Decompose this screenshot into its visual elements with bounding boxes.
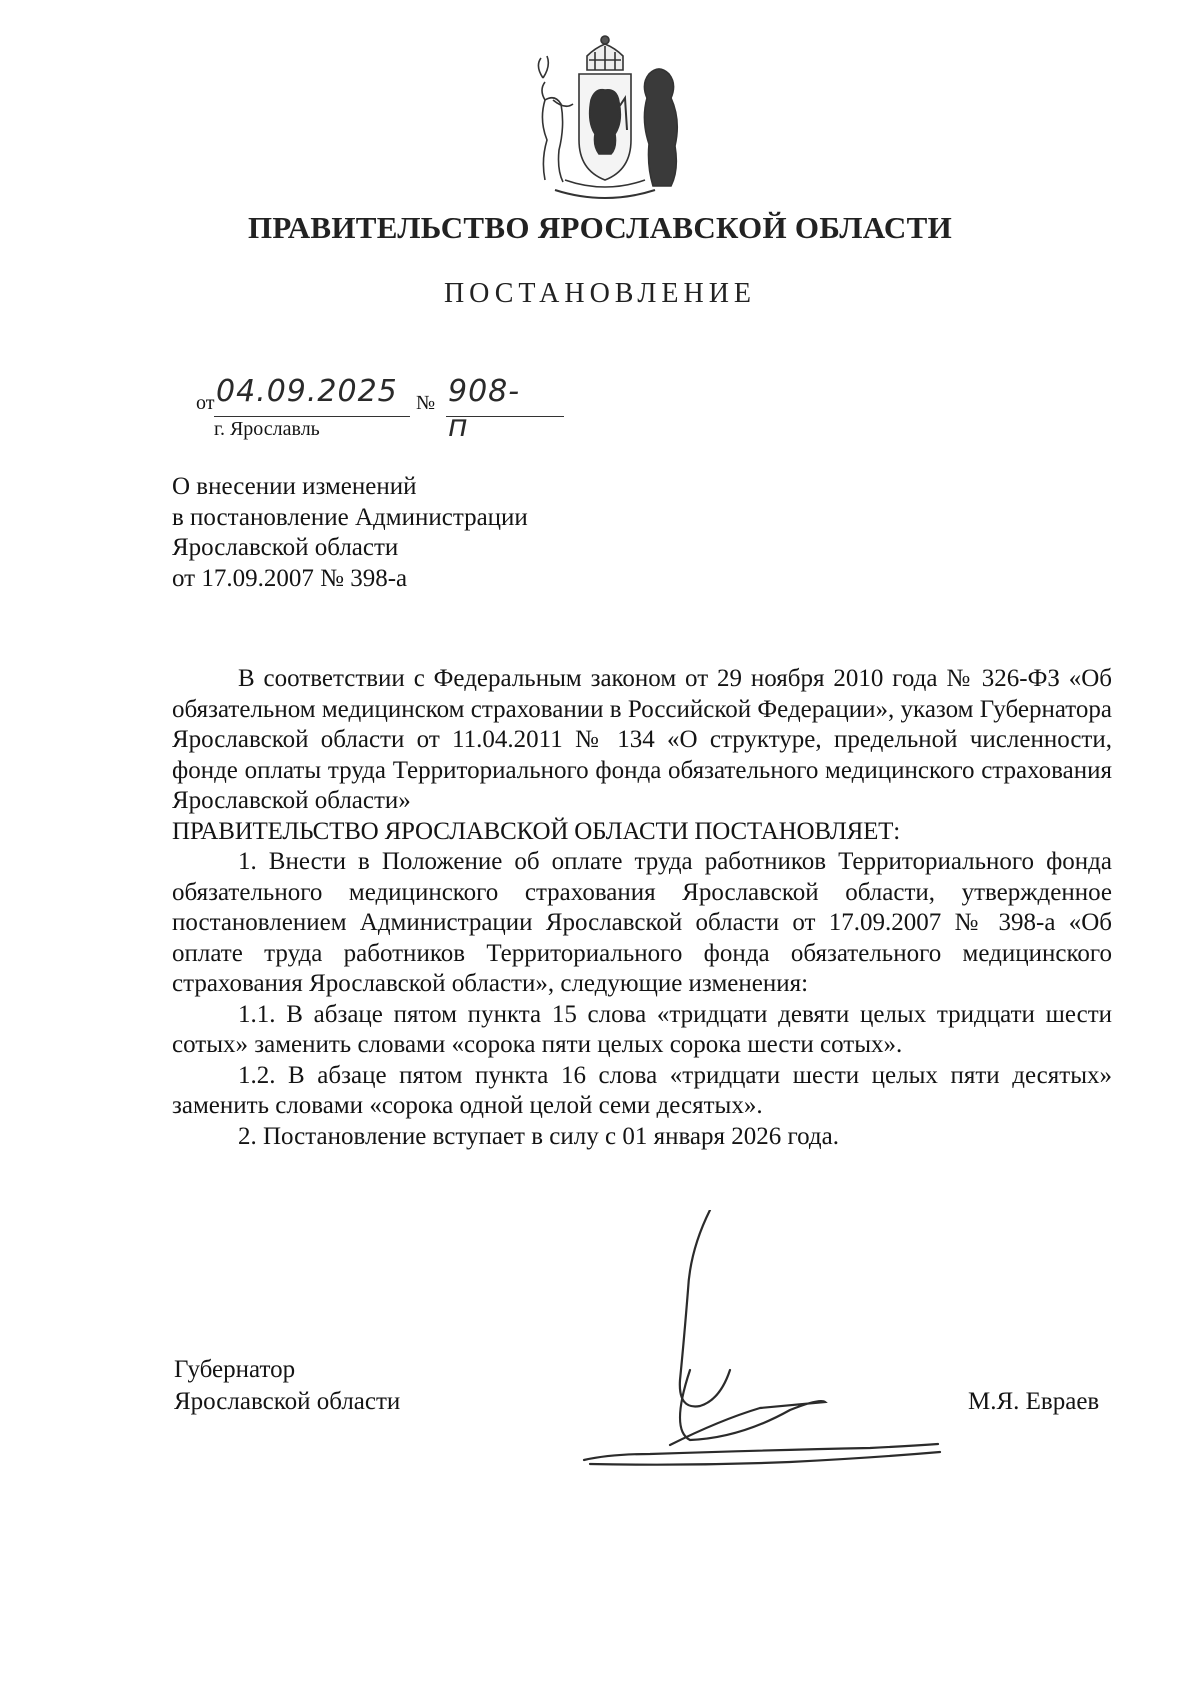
item-1-paragraph: 1. Внести в Положение об оплате труда работников Территориального фонда обязательного медицинского страхования Ярославской области, утвержденное постановлением Администрации Ярославской области от 17.09.2007 № 398-а «Об оплате труда работников Территориального фонда обязательного медицинского страхования Ярославской области», следующие изменения: [172,848,1112,997]
subject-line: от 17.09.2007 № 398-а [172,564,408,592]
document-body [172,664,1112,1152]
position-line: Ярославской области [174,1388,401,1415]
signatory-position [174,1354,400,1418]
position-line: Губернатор [174,1356,296,1383]
government-title: ПРАВИТЕЛЬСТВО ЯРОСЛАВСКОЙ ОБЛАСТИ [248,210,952,245]
number-underline [446,416,564,417]
city: г. Ярославль [214,418,320,440]
date-prefix: от [196,392,215,414]
subject-line: Ярославской области [172,534,399,561]
subject-line: О внесении изменений [172,473,417,500]
handwritten-date: 04.09.2025 [216,374,398,409]
item-2-paragraph: 2. Постановление вступает в силу с 01 января 2026 года. [238,1122,840,1150]
item-1-1-paragraph: 1.1. В абзаце пятом пункта 15 слова «тридцати девяти целых тридцати шести сотых» заменить словами «сорока пяти целых сорока шести сотых». [172,1000,1112,1058]
preamble-paragraph: В соответствии с Федеральным законом от 29 ноября 2010 года № 326-ФЗ «Об обязательном медицинском страховании в Российской Федерации», указом Губернатора Ярославской области от 11.04.2011 № 134 «О структуре, предельной численности, фонде оплаты труда Территориального фонда обязательного медицинского страхования Ярославской области» [172,665,1112,814]
date-underline [214,416,410,417]
signatory-name: М.Я. Евраев [968,1388,1100,1415]
document-kind: ПОСТАНОВЛЕНИЕ [443,278,757,309]
document-subject [172,472,528,594]
item-1-2-paragraph: 1.2. В абзаце пятом пункта 16 слова «тридцати шести целых пяти десятых» заменить словами «сорока одной целой семи десятых». [172,1061,1112,1119]
handwritten-number: 908-п [448,374,521,444]
number-prefix: № [416,392,436,414]
subject-line: в постановление Администрации [172,503,528,531]
signature-icon [570,1210,970,1500]
decree-line: ПРАВИТЕЛЬСТВО ЯРОСЛАВСКОЙ ОБЛАСТИ ПОСТАНОВЛЯЕТ: [172,817,900,845]
coat-of-arms-icon [525,30,685,202]
